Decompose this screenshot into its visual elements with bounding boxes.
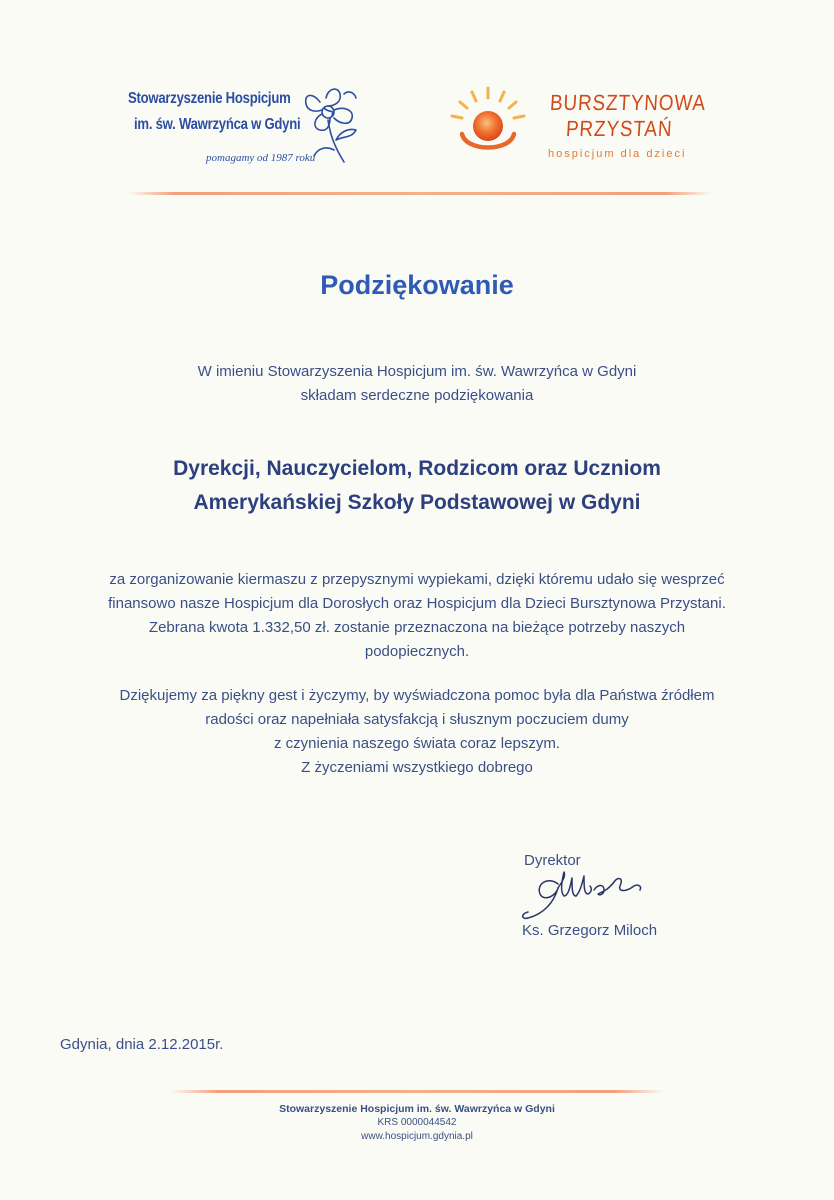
intro-line: W imieniu Stowarzyszenia Hospicjum im. św. Wawrzyńca w Gdyni	[197, 363, 637, 380]
paragraph-line: Zebrana kwota 1.332,50 zł. zostanie przeznaczona na bieżące potrzeby naszych	[148, 619, 686, 636]
brand-name-line2: PRZYSTAŃ	[565, 116, 674, 141]
bursztynowa-przystan-logo	[448, 84, 718, 174]
paragraph-line: Dziękujemy za piękny gest i życzymy, by wyświadczona pomoc była dla Państwa źródłem	[119, 687, 715, 704]
logo-left-line2: im. św. Wawrzyńca w Gdyni	[134, 116, 301, 133]
brand-name-line1: BURSZTYNOWA	[549, 90, 707, 115]
paragraph-line: Z życzeniami wszystkiego dobrego	[301, 759, 533, 776]
paragraph-line: za zorganizowanie kiermaszu z przepysznymi wypiekami, dzięki któremu udało się wesprzeć	[109, 571, 725, 588]
signatory-name: Ks. Grzegorz Miloch	[522, 922, 658, 939]
recipient-heading	[0, 452, 834, 520]
body-paragraph-1	[50, 568, 784, 664]
logo-left-line1: Stowarzyszenie Hospicjum	[128, 90, 291, 107]
intro-line: składam serdeczne podziękowania	[300, 387, 534, 404]
footer-organization: Stowarzyszenie Hospicjum im. św. Wawrzyńca w Gdyni	[279, 1103, 555, 1115]
footer-website: www.hospicjum.gdynia.pl	[361, 1131, 473, 1142]
recipient-line: Amerykańskiej Szkoły Podstawowej w Gdyni	[193, 491, 641, 514]
footer	[0, 1102, 834, 1144]
paragraph-line: radości oraz napełniała satysfakcją i słusznym poczuciem dumy	[205, 711, 629, 728]
logo-left-tagline: pomagamy od 1987 roku	[206, 152, 316, 164]
intro-text	[0, 360, 834, 408]
brand-tagline: hospicjum dla dzieci	[548, 148, 687, 160]
hospice-association-logo	[124, 82, 364, 174]
sun-icon	[448, 84, 528, 164]
handwritten-signature	[514, 862, 664, 924]
footer-divider	[170, 1090, 664, 1093]
paragraph-line: z czynienia naszego świata coraz lepszym.	[274, 735, 560, 752]
place-and-date: Gdynia, dnia 2.12.2015r.	[60, 1036, 224, 1053]
footer-krs: KRS 0000044542	[377, 1117, 457, 1128]
header-divider	[128, 192, 712, 195]
document-title: Podziękowanie	[320, 270, 514, 300]
daffodil-icon	[300, 84, 362, 168]
body-paragraph-2	[50, 684, 784, 780]
paragraph-line: podopiecznych.	[364, 643, 470, 660]
paragraph-line: finansowo nasze Hospicjum dla Dorosłych oraz Hospicjum dla Dzieci Bursztynowa Przystani.	[108, 595, 726, 612]
recipient-line: Dyrekcji, Nauczycielom, Rodzicom oraz Uczniom	[173, 457, 661, 480]
signatory-role: Dyrektor	[524, 852, 581, 869]
